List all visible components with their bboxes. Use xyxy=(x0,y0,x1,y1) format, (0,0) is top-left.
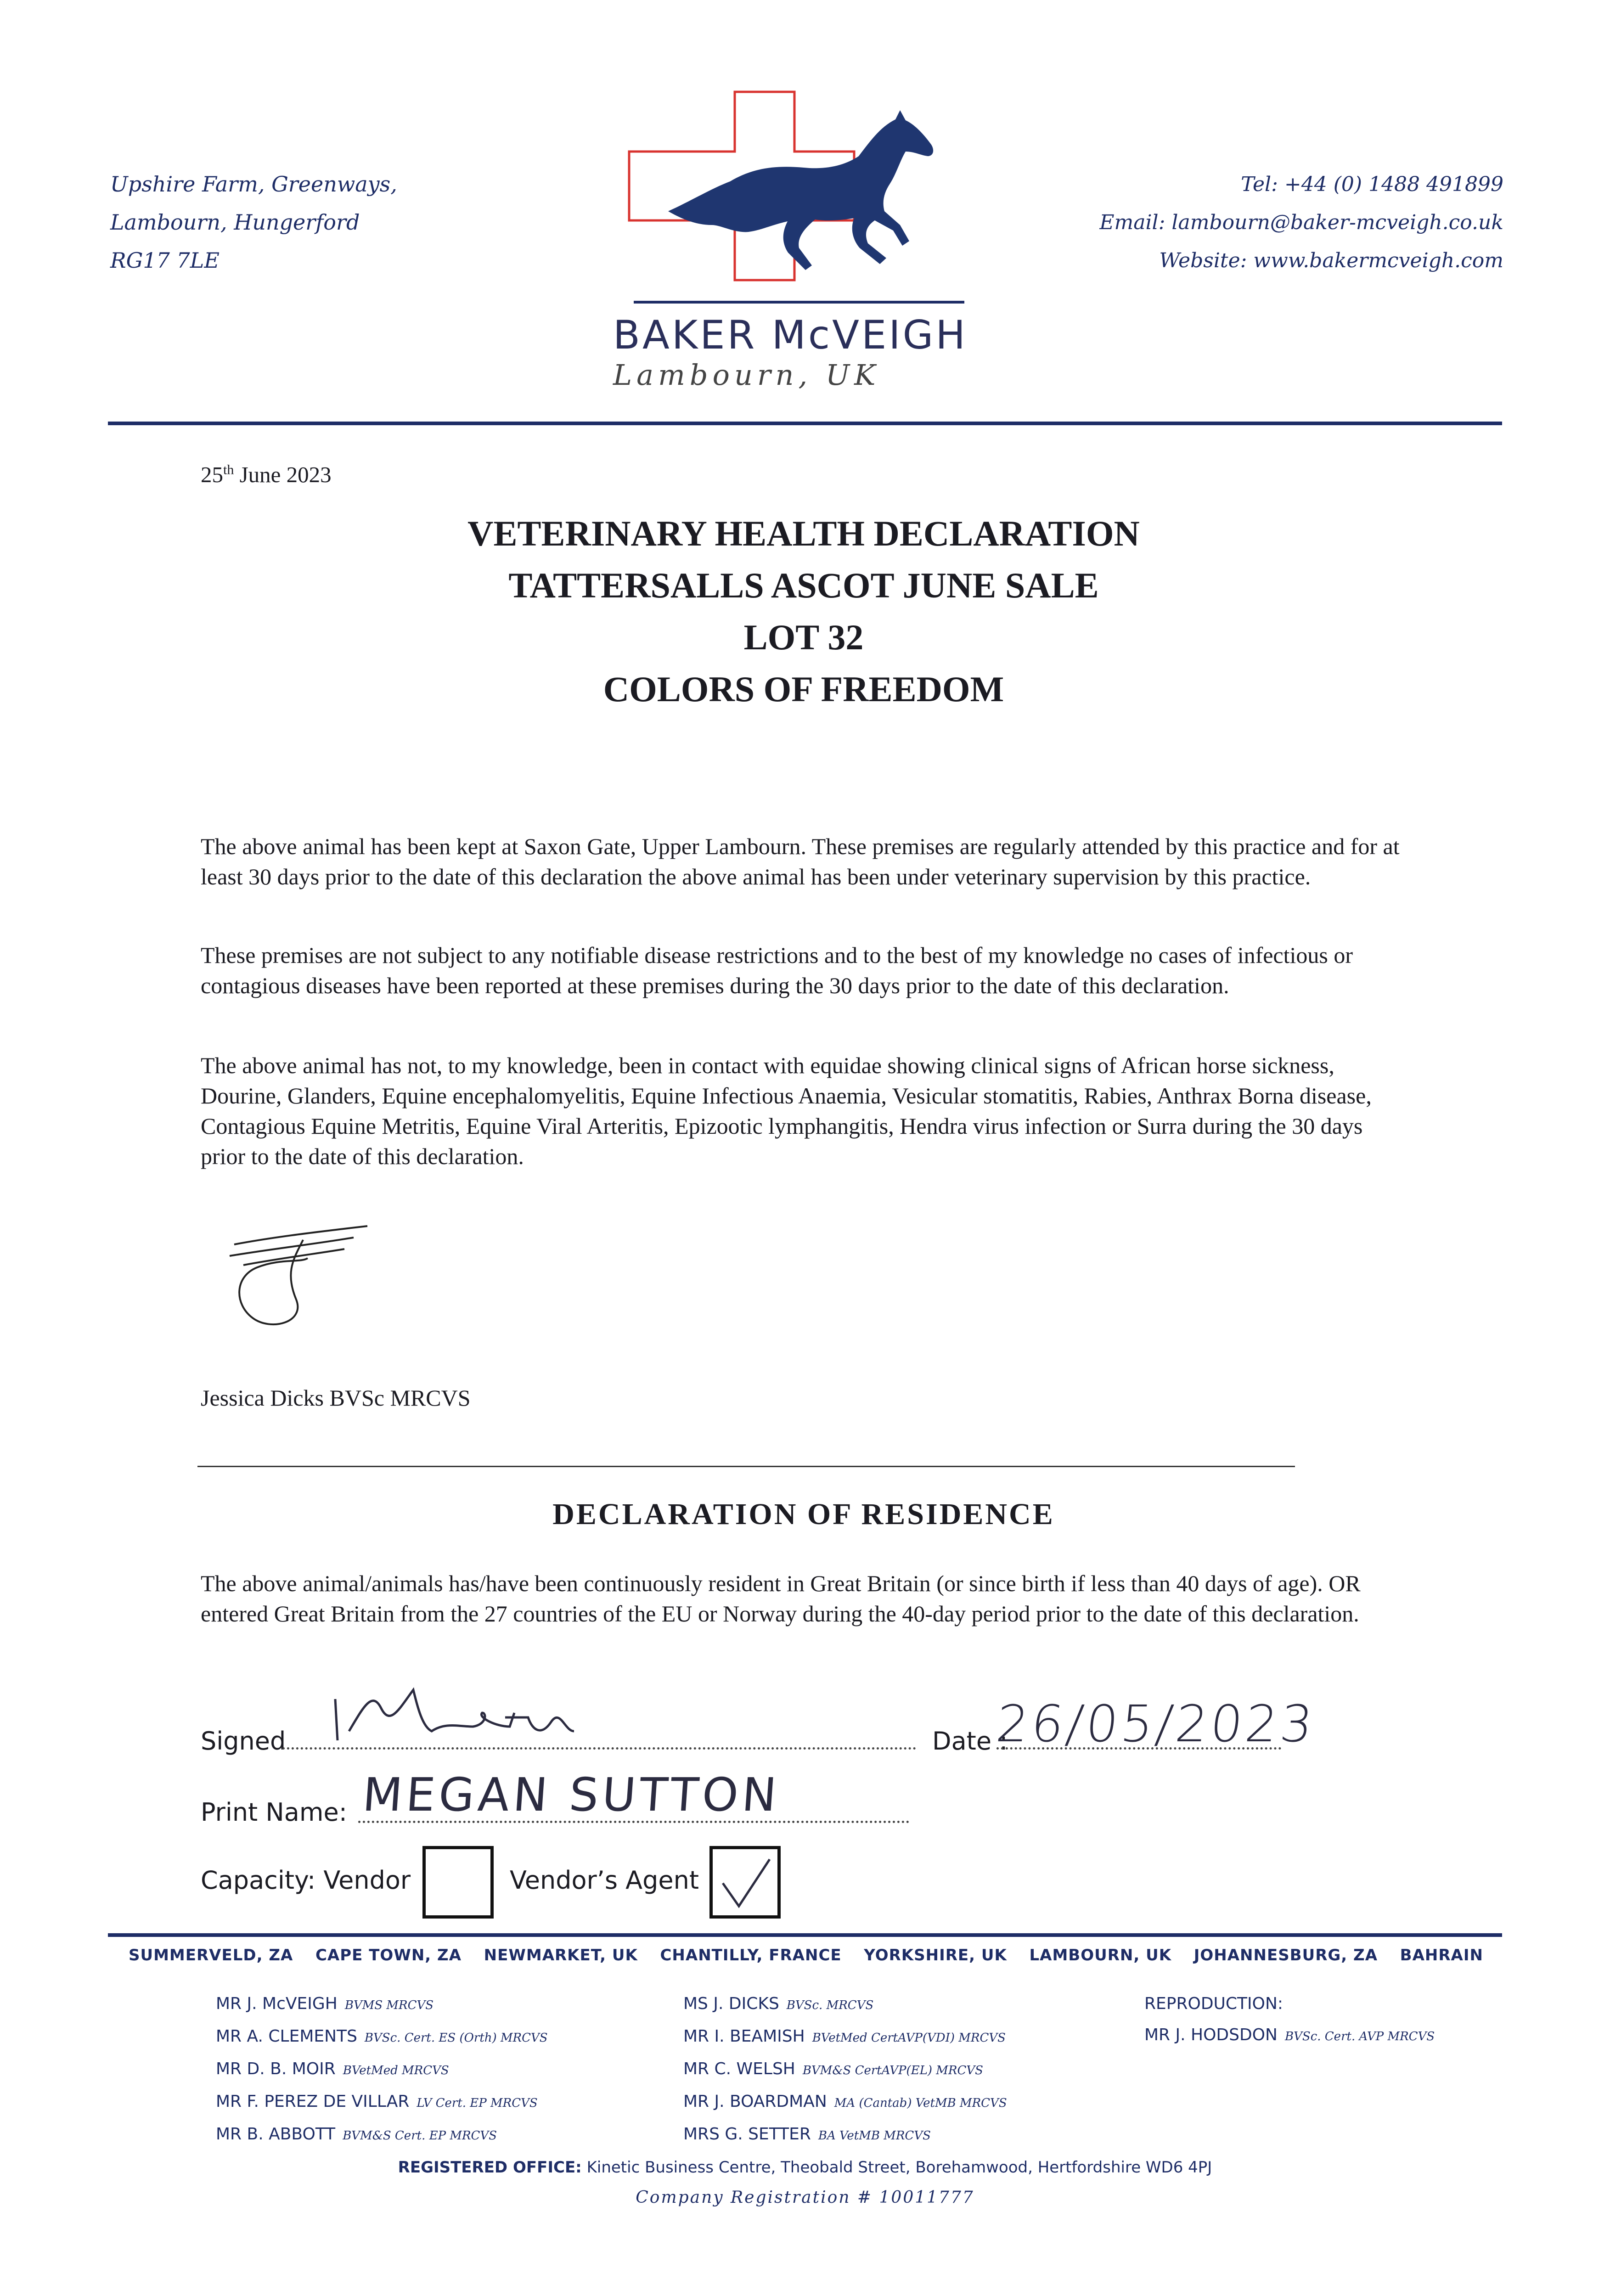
staff-column-3 xyxy=(1144,1988,1435,2052)
website: Website: www.bakermcveigh.com xyxy=(1159,249,1503,272)
contact-details xyxy=(1044,165,1503,280)
staff-column-2 xyxy=(683,1988,1007,2151)
registered-office-address: Kinetic Business Centre, Theobald Street, Borehamwood, Hertfordshire WD6 4PJ xyxy=(586,2158,1212,2177)
baker-mcveigh-logo xyxy=(625,87,983,317)
staff-item: MR J. McVEIGH BVMS MRCVS xyxy=(216,1994,434,2013)
residence-title: DECLARATION OF RESIDENCE xyxy=(552,1497,1055,1531)
vendors-agent-checkbox[interactable] xyxy=(709,1846,781,1919)
paragraph-restrictions: These premises are not subject to any notifiable disease restrictions and to the best of my knowledge no cases of infectious or contagious diseases have been reported at these premises during the 30 days prior to the date of this declaration. xyxy=(201,942,1353,998)
declaration-title xyxy=(321,507,1286,715)
date-rest: June 2023 xyxy=(239,462,332,487)
vendor-checkbox[interactable] xyxy=(422,1846,494,1919)
location-item: NEWMARKET, UK xyxy=(484,1946,638,1964)
staff-item: MR A. CLEMENTS BVSc. Cert. ES (Orth) MRCVS xyxy=(216,2027,548,2046)
location-item: BAHRAIN xyxy=(1400,1946,1483,1964)
paragraph-premises: The above animal has been kept at Saxon Gate, Upper Lambourn. These premises are regularly attended by this practice and for at least 30 days prior to the date of this declaration the above animal has been under veterinary supervision by this practice. xyxy=(201,833,1400,889)
title-line-1: VETERINARY HEALTH DECLARATION xyxy=(467,513,1140,553)
email: Email: lambourn@baker-mcveigh.co.uk xyxy=(1099,211,1503,234)
section-divider xyxy=(197,1466,1295,1467)
capacity-vendor-label: Capacity: Vendor xyxy=(201,1866,411,1895)
signed-label: Signed xyxy=(201,1727,286,1756)
residence-text: The above animal/animals has/have been continuously resident in Great Britain (or since birth if less than 40 days of age). OR entered Great Britain from the 27 countries of the EU or Norway during the 40-day period prior to the date of this declaration. xyxy=(201,1570,1361,1626)
staff-item: MS J. DICKS BVSc. MRCVS xyxy=(683,1994,874,2013)
location-item: YORKSHIRE, UK xyxy=(864,1946,1007,1964)
practice-address xyxy=(110,165,432,280)
registered-office xyxy=(0,2158,1610,2177)
location-item: CHANTILLY, FRANCE xyxy=(660,1946,842,1964)
vet-name: Jessica Dicks BVSc MRCVS xyxy=(201,1385,471,1411)
date-suffix: th xyxy=(223,462,234,478)
cross-horse-icon xyxy=(625,87,983,308)
handwritten-date: 26/05/2023 xyxy=(993,1694,1318,1753)
title-line-4: COLORS OF FREEDOM xyxy=(603,669,1004,709)
location-item: JOHANNESBURG, ZA xyxy=(1193,1946,1378,1964)
staff-item: MR F. PEREZ DE VILLAR LV Cert. EP MRCVS xyxy=(216,2092,538,2111)
print-name-label: Print Name: xyxy=(201,1798,347,1827)
date-day: 25 xyxy=(201,462,223,487)
staff-item: MR J. HODSDON BVSc. Cert. AVP MRCVS xyxy=(1144,2026,1435,2044)
staff-item: MR D. B. MOIR BVetMed MRCVS xyxy=(216,2060,449,2078)
office-locations xyxy=(129,1946,1483,1964)
vendor-signature xyxy=(321,1681,615,1750)
brand-place: Lambourn, UK xyxy=(613,358,880,392)
telephone: Tel: +44 (0) 1488 491899 xyxy=(1241,173,1503,196)
vet-signature xyxy=(216,1212,381,1341)
staff-column-1 xyxy=(216,1988,548,2151)
staff-item: MR C. WELSH BVM&S CertAVP(EL) MRCVS xyxy=(683,2060,983,2078)
location-item: LAMBOURN, UK xyxy=(1029,1946,1172,1964)
date-label: Date : xyxy=(932,1727,1008,1756)
location-item: SUMMERVELD, ZA xyxy=(129,1946,293,1964)
handwritten-name: MEGAN SUTTON xyxy=(360,1768,782,1822)
address-line-3: RG17 7LE xyxy=(110,248,220,273)
company-registration: Company Registration # 10011777 xyxy=(636,2188,974,2207)
staff-item: MR I. BEAMISH BVetMed CertAVP(VDI) MRCVS xyxy=(683,2027,1006,2046)
declaration-date xyxy=(201,461,332,488)
staff-item: MR B. ABBOTT BVM&S Cert. EP MRCVS xyxy=(216,2125,497,2144)
checkmark-icon xyxy=(718,1856,773,1911)
address-line-2: Lambourn, Hungerford xyxy=(110,210,360,235)
location-item: CAPE TOWN, ZA xyxy=(315,1946,462,1964)
header-divider xyxy=(108,422,1502,425)
paragraph-disease-contact: The above animal has not, to my knowledge, been in contact with equidae showing clinical signs of African horse sickness, Dourine, Glanders, Equine encephalomyelitis, Equine Infectious Anaemia, Vesicular stomatitis, Rabies, Anthrax Borna disease, Contagious Equine Metritis, Equine Viral Arteritis, Epizootic lymphangitis, Hendra virus infection or Surra during the 30 days prior to the date of this declaration. xyxy=(201,1052,1372,1169)
registered-office-label: REGISTERED OFFICE: xyxy=(398,2158,582,2177)
title-line-3: LOT 32 xyxy=(743,617,864,657)
brand-name: BAKER McVEIGH xyxy=(613,312,968,358)
footer-divider xyxy=(108,1933,1502,1937)
title-line-2: TATTERSALLS ASCOT JUNE SALE xyxy=(508,565,1099,605)
address-line-1: Upshire Farm, Greenways, xyxy=(110,172,397,197)
staff-item: MR J. BOARDMAN MA (Cantab) VetMB MRCVS xyxy=(683,2092,1007,2111)
staff-item: MRS G. SETTER BA VetMB MRCVS xyxy=(683,2125,931,2144)
reproduction-heading: REPRODUCTION: xyxy=(1144,1994,1283,2013)
vendors-agent-label: Vendor’s Agent xyxy=(510,1866,699,1895)
